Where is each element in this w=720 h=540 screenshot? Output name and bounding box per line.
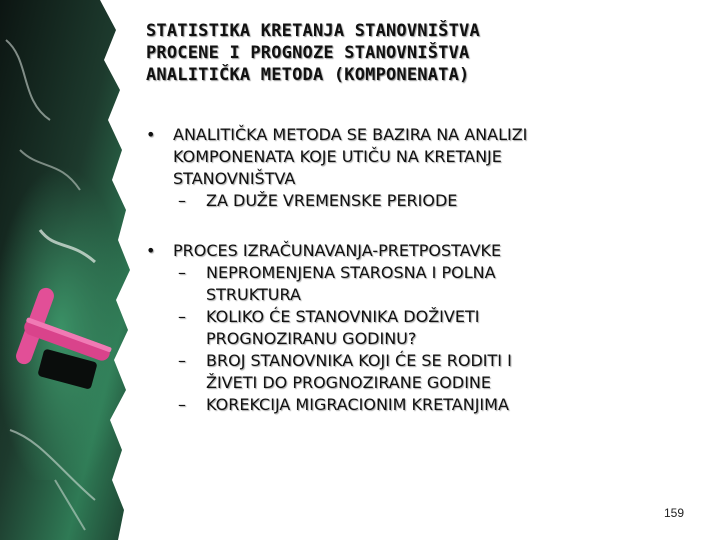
sub-text-line: ŽIVETI DO PROGNOZIRANE GODINE [206,373,491,392]
bullet-item [146,240,676,262]
page-number: 159 [663,506,684,520]
sub-text-line: STRUKTURA [206,285,301,304]
sub-item [146,306,676,350]
title-line-3: ANALITIČKA METODA (KOMPONENATA) [146,65,470,85]
chalkboard-decoration [0,0,135,540]
sub-marker: – [178,395,186,414]
slide-title [146,20,686,86]
chalkboard-image [0,0,135,540]
bullet-marker: • [146,241,156,260]
bullet-marker: • [146,125,156,144]
bullet-item [146,124,676,190]
slide-content [146,124,676,416]
sub-item [146,190,676,212]
sub-marker: – [178,351,186,370]
title-line-2: PROCENE I PROGNOZE STANOVNIŠTVA [146,43,470,63]
sub-marker: – [178,307,186,326]
sub-text-line: KOLIKO ĆE STANOVNIKA DOŽIVETI [206,307,480,326]
bullet-text-line: ANALITIČKA METODA SE BAZIRA NA ANALIZI [173,125,528,144]
bullet-text-line: KOMPONENATA KOJE UTIČU NA KRETANJE [173,147,502,166]
sub-item [146,350,676,394]
sub-text-line: KOREKCIJA MIGRACIONIM KRETANJIMA [206,395,509,414]
title-line-1: STATISTIKA KRETANJA STANOVNIŠTVA [146,21,480,41]
sub-text-line: BROJ STANOVNIKA KOJI ĆE SE RODITI I [206,351,512,370]
sub-marker: – [178,263,186,282]
bullet-text-line: STANOVNIŠTVA [173,169,296,188]
sub-text-line: ZA DUŽE VREMENSKE PERIODE [206,191,458,210]
sub-marker: – [178,191,186,210]
sub-item [146,394,676,416]
bullet-text-line: PROCES IZRAČUNAVANJA-PRETPOSTAVKE [173,241,502,260]
sub-text-line: PROGNOZIRANU GODINU? [206,329,417,348]
sub-item [146,262,676,306]
sub-text-line: NEPROMENJENA STAROSNA I POLNA [206,263,496,282]
